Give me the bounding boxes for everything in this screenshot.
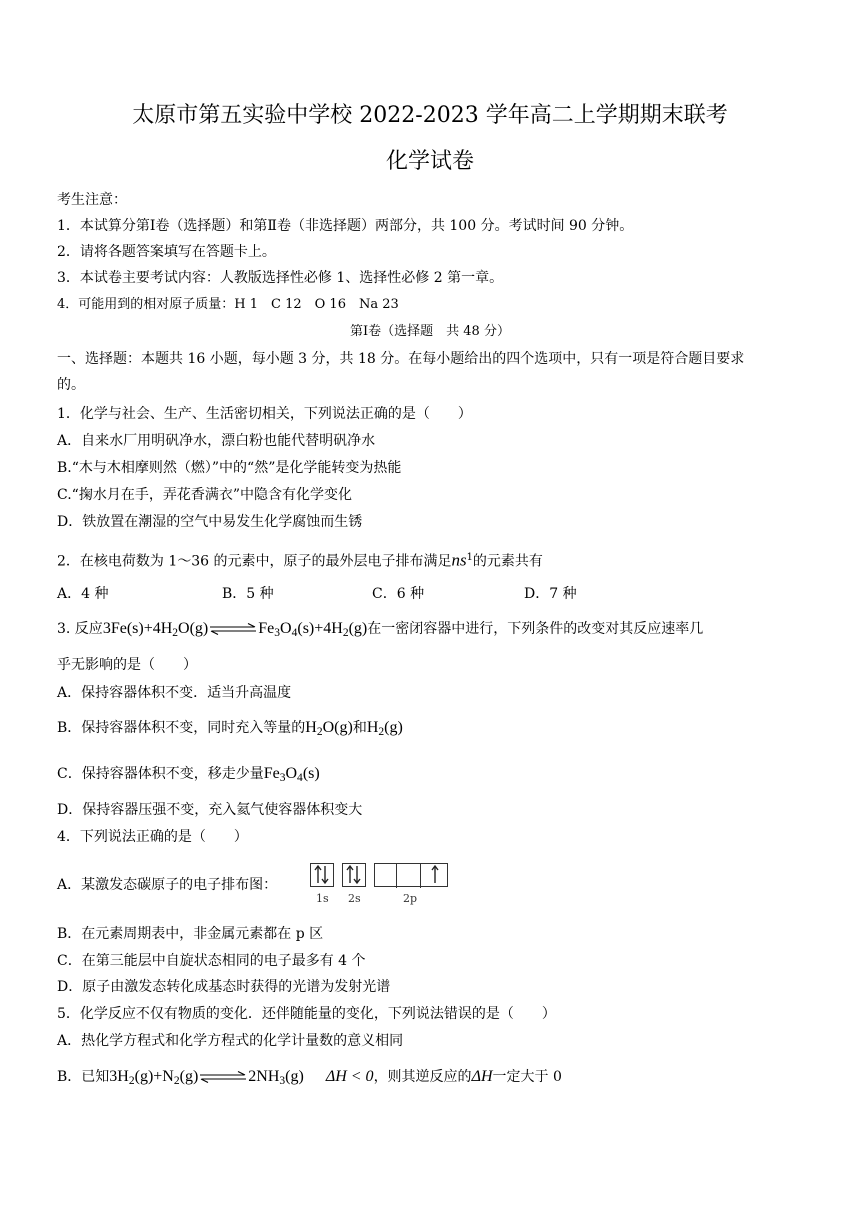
- orbital-label-1s: 1s: [316, 892, 329, 905]
- q3-eq-right-d: (g): [348, 620, 368, 637]
- orbital-2p-cell-1: [375, 864, 397, 888]
- exam-subtitle: 化学试卷: [385, 149, 474, 174]
- q2-stem-before: 2．在核电荷数为 1～36 的元素中，原子的最外层电子排布满足: [57, 553, 452, 570]
- q3-option-c-formula: [264, 765, 320, 782]
- orbital-label-2p: 2p: [403, 892, 418, 905]
- q5-r2: (g): [285, 1068, 304, 1085]
- q3-option-b: [57, 718, 403, 742]
- q2-option-d: D．7 种: [524, 586, 577, 602]
- q3-b-f1a: H: [305, 719, 317, 736]
- q3-option-b-text: B．保持容器体积不变，同时充入等量的: [57, 720, 306, 736]
- q3-eq-right-b: O: [280, 620, 292, 637]
- q5-delta-h-condition: ΔH < 0: [325, 1068, 374, 1085]
- q3-option-b-formula-2: [367, 719, 403, 736]
- q2-option-c: C．6 种: [372, 586, 425, 602]
- q3-eq-left: [103, 620, 208, 637]
- q3-eq-left-sub: 2: [172, 626, 179, 639]
- notice-item-1: 1．本试算分第Ⅰ卷（选择题）和第Ⅱ卷（非选择题）两部分，共 100 分。考试时间 90 分钟。: [57, 218, 634, 234]
- q3-option-b-and: 和: [352, 720, 367, 736]
- q3-eq-right-sub3: 2: [342, 626, 349, 639]
- q3-c-fc: (s): [302, 765, 320, 782]
- q5-delta-h: ΔH: [471, 1068, 493, 1085]
- orbital-diagram: [310, 863, 460, 907]
- q3-option-c-text: C．保持容器体积不变，移走少量: [57, 766, 264, 782]
- q3-option-a: A．保持容器体积不变．适当升高温度: [57, 685, 292, 701]
- q3-eq-left-a: 3Fe(s)+4H: [102, 620, 173, 637]
- orbital-2p-cell-2: [399, 864, 421, 888]
- q1-stem: 1．化学与社会、生产、生活密切相关，下列说法正确的是（ ）: [57, 406, 472, 422]
- q3-eq-left-tail: O(g): [178, 620, 209, 637]
- q3-eq-right-a: Fe: [258, 620, 275, 637]
- orbital-2p-box: [374, 863, 448, 887]
- q5-option-b-mid: ，则其逆反应的: [373, 1069, 472, 1085]
- q5-l1sub: 2: [128, 1074, 135, 1087]
- q2-option-b: B．5 种: [222, 586, 274, 602]
- q5-l2: (g)+N: [134, 1068, 174, 1085]
- q3-c-fsub2: 4: [297, 771, 303, 784]
- orbital-1s-box: [310, 863, 334, 887]
- notice-heading: 考生注意：: [57, 192, 127, 208]
- q3-b-f2sub: 2: [378, 725, 385, 738]
- q5-stem: 5．化学反应不仅有物质的变化．还伴随能量的变化，下列说法错误的是（ ）: [57, 1006, 556, 1022]
- q2-option-a: A．4 种: [57, 586, 109, 602]
- q4-option-d: D．原子由激发态转化成基态时获得的光谱为发射光谱: [57, 979, 391, 995]
- section-intro-line-1: 一、选择题：本题共 16 小题，每小题 3 分，共 18 分。在每小题给出的四个选项中，只有一项是符合题目要求: [57, 351, 745, 367]
- q5-option-b-tail: 一定大于 0: [492, 1069, 562, 1085]
- equilibrium-arrow-icon: [198, 1071, 248, 1083]
- q3-b-f2b: (g): [384, 719, 403, 736]
- notice-item-4: 4．可能用到的相对原子质量：H 1 C 12 O 16 Na 23: [57, 297, 399, 312]
- q3-option-d: D．保持容器压强不变，充入氦气使容器体积变大: [57, 802, 363, 818]
- q5-option-b-prefix: B．已知: [57, 1069, 110, 1085]
- q3-option-c: [57, 764, 320, 788]
- orbital-2s-box: [342, 863, 366, 887]
- section-heading: 第Ⅰ卷（选择题 共 48 分）: [350, 324, 510, 339]
- q3-b-f1b: O(g): [322, 719, 353, 736]
- q3-option-b-formula-1: [305, 719, 353, 736]
- q3-eq-right-sub2: 4: [291, 626, 298, 639]
- orbital-label-2s: 2s: [348, 892, 361, 905]
- q5-l2sub: 2: [173, 1074, 180, 1087]
- q5-option-a: A．热化学方程式和化学方程式的化学计量数的意义相同: [57, 1033, 404, 1049]
- q3-eq-right: [258, 620, 367, 637]
- q3-c-fa: Fe: [263, 765, 280, 782]
- exam-title: 太原市第五实验中学校 2022-2023 学年高二上学期期末联考: [132, 103, 728, 128]
- q5-r1: 2NH: [248, 1068, 280, 1085]
- q4-option-a: A．某激发态碳原子的电子排布图：: [57, 877, 278, 893]
- q5-eq-left: [109, 1068, 198, 1085]
- q3-c-fsub1: 3: [279, 771, 286, 784]
- q5-l3: (g): [179, 1068, 199, 1085]
- up-down-arrows-icon: [343, 864, 364, 885]
- q5-eq-right: [248, 1068, 304, 1085]
- q3-eq-right-sub1: 3: [274, 626, 281, 639]
- q4-option-c: C．在第三能层中自旋状态相同的电子最多有 4 个: [57, 953, 366, 969]
- q2-stem-after: 的元素共有: [472, 553, 543, 570]
- q1-option-b: B.“木与木相摩则然（燃）”中的“然”是化学能转变为热能: [57, 460, 402, 476]
- q3-stem-line-2: 乎无影响的是（ ）: [57, 657, 197, 673]
- q2-ns: ns: [451, 550, 467, 570]
- q3-b-f1sub: 2: [316, 725, 323, 738]
- q3-eq-right-c: (s)+4H: [297, 620, 343, 637]
- q5-r1sub: 3: [279, 1074, 286, 1087]
- q2-ns-sup: 1: [466, 552, 473, 563]
- q4-option-b: B．在元素周期表中，非金属元素都在 p 区: [57, 926, 324, 942]
- q3-stem-tail: 在一密闭容器中进行，下列条件的改变对其反应速率几: [367, 621, 704, 637]
- q3-stem-line-1: [57, 619, 703, 643]
- q3-b-f2a: H: [366, 719, 379, 736]
- q3-c-fb: O: [285, 765, 298, 782]
- q4-stem: 4．下列说法正确的是（ ）: [57, 829, 248, 845]
- q2-stem: [57, 548, 543, 571]
- up-arrow-icon: [425, 864, 445, 885]
- section-intro-line-2: 的。: [57, 377, 85, 393]
- up-down-arrows-icon: [311, 864, 332, 885]
- q1-option-a: A．自来水厂用明矾净水，漂白粉也能代替明矾净水: [57, 433, 376, 449]
- q2-options: [57, 584, 797, 604]
- notice-item-3: 3．本试卷主要考试内容：人教版选择性必修 1、选择性必修 2 第一章。: [57, 270, 504, 286]
- q5-option-b: [57, 1067, 562, 1091]
- q3-prefix: 3. 反应: [57, 621, 103, 637]
- q5-l1: 3H: [109, 1068, 129, 1085]
- notice-item-2: 2．请将各题答案填写在答题卡上。: [57, 244, 276, 260]
- equilibrium-arrow-icon: [208, 623, 258, 635]
- q1-option-d: D．铁放置在潮湿的空气中易发生化学腐蚀而生锈: [57, 514, 363, 530]
- q1-option-c: C.“掬水月在手，弄花香满衣”中隐含有化学变化: [57, 487, 352, 503]
